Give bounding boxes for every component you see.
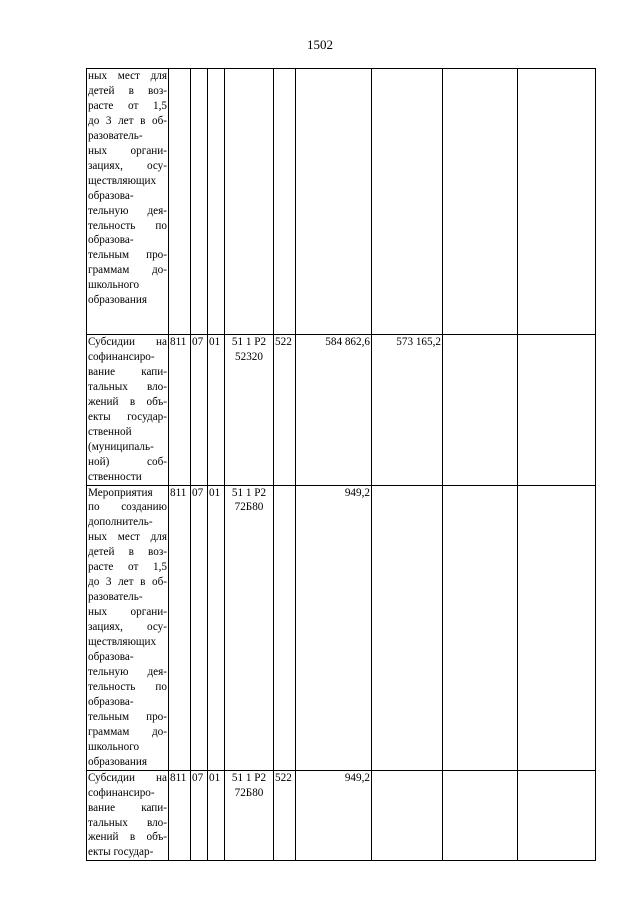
item-name-line: тельным про-	[88, 710, 167, 723]
cell-amount-3	[443, 69, 518, 335]
page-number: 1502	[307, 37, 333, 52]
cell-subsection: 01	[208, 770, 225, 861]
cell-subsection: 01	[208, 485, 225, 770]
cell-amount-3	[443, 335, 518, 486]
cell-amount-2: 573 165,2	[372, 335, 443, 486]
cell-item-name	[87, 485, 169, 770]
item-name-line: детей в воз-	[88, 84, 167, 97]
target-article-line: 52320	[235, 350, 263, 363]
cell-target-article	[225, 335, 274, 486]
item-name-line: дополнитель-	[88, 516, 153, 529]
cell-grbs: 811	[169, 335, 191, 486]
item-name-line: ственности	[88, 470, 142, 483]
item-name-line: образова-	[88, 234, 134, 247]
item-name-line: разователь-	[88, 591, 143, 604]
item-name-line: расте от 1,5	[88, 99, 167, 112]
cell-amount-1: 949,2	[296, 485, 372, 770]
item-name-line: образова-	[88, 189, 134, 202]
cell-amount-2	[372, 485, 443, 770]
item-name-line: граммам до-	[88, 264, 167, 277]
item-name-line: ных органи-	[88, 606, 167, 619]
cell-amount-1	[296, 69, 372, 335]
item-name-line: до 3 лет в об-	[88, 114, 167, 127]
cell-amount-4	[518, 485, 596, 770]
cell-expense-type	[274, 69, 296, 335]
table-body	[87, 69, 596, 861]
table-row	[87, 485, 596, 770]
item-name-line: Субсидии на	[88, 771, 167, 784]
item-name-line: ной) соб-	[88, 455, 167, 468]
item-name-line: тельным про-	[88, 249, 167, 262]
item-name-line: софинансиро-	[88, 786, 155, 799]
table-row	[87, 335, 596, 486]
cell-subsection: 01	[208, 335, 225, 486]
cell-section: 07	[191, 335, 208, 486]
cell-grbs	[169, 69, 191, 335]
item-name-line: тельность по	[88, 680, 167, 693]
item-name-line: тельность по	[88, 219, 167, 232]
cell-amount-3	[443, 485, 518, 770]
item-name-line: екты государ-	[88, 410, 167, 423]
item-name-line: вание капи-	[88, 801, 167, 814]
item-name-line: образова-	[88, 651, 134, 664]
item-name-line: расте от 1,5	[88, 561, 167, 574]
item-name-line: образова-	[88, 695, 134, 708]
cell-amount-3	[443, 770, 518, 861]
table-row	[87, 69, 596, 335]
item-name-line: ществляющих	[88, 636, 157, 649]
target-article-line: 51 1 P2	[231, 771, 267, 784]
cell-amount-4	[518, 770, 596, 861]
cell-target-article	[225, 485, 274, 770]
table-row	[87, 770, 596, 861]
cell-grbs: 811	[169, 770, 191, 861]
item-name-line: ных мест для	[88, 70, 167, 82]
target-article-line: 72Б80	[234, 501, 264, 514]
item-name-line: по созданию	[88, 501, 167, 514]
item-name-line: разователь-	[88, 129, 143, 142]
cell-expense-type	[274, 485, 296, 770]
item-name-line: ственной	[88, 425, 132, 438]
item-name-line: Субсидии на	[88, 336, 167, 348]
item-name-line: детей в воз-	[88, 546, 167, 559]
cell-amount-4	[518, 69, 596, 335]
cell-item-name	[87, 69, 169, 335]
item-name-line: граммам до-	[88, 725, 167, 738]
item-name-line: екты государ-	[88, 846, 154, 859]
item-name-line: образования	[88, 294, 148, 307]
item-name-line: школьного	[88, 279, 140, 292]
item-name-line: Мероприятия	[88, 486, 153, 499]
item-name-line: тальных вло-	[88, 816, 167, 829]
item-name-line: софинансиро-	[88, 350, 155, 363]
cell-section: 07	[191, 770, 208, 861]
item-name-line: зациях, осу-	[88, 159, 167, 172]
item-name-line: ных мест для	[88, 531, 167, 544]
item-name-line: образования	[88, 755, 148, 768]
item-name-line: тальных вло-	[88, 380, 167, 393]
cell-amount-2	[372, 69, 443, 335]
cell-amount-1: 949,2	[296, 770, 372, 861]
item-name-line: зациях, осу-	[88, 621, 167, 634]
cell-item-name	[87, 770, 169, 861]
target-article-line: 51 1 P2	[231, 336, 267, 348]
item-name-line: вание капи-	[88, 365, 167, 378]
item-name-line: тельную дея-	[88, 204, 167, 217]
budget-table	[86, 68, 596, 861]
item-name-line: (муниципаль-	[88, 440, 154, 453]
cell-section	[191, 69, 208, 335]
target-article-line: 72Б80	[234, 786, 264, 799]
item-name-line: жений в объ-	[88, 831, 167, 844]
item-name-line: ных органи-	[88, 144, 167, 157]
target-article-line: 51 1 P2	[231, 486, 267, 499]
item-name-line: ществляющих	[88, 174, 157, 187]
item-name-line: тельную дея-	[88, 665, 167, 678]
cell-grbs: 811	[169, 485, 191, 770]
item-name-line: до 3 лет в об-	[88, 576, 167, 589]
cell-expense-type: 522	[274, 335, 296, 486]
cell-amount-1: 584 862,6	[296, 335, 372, 486]
item-name-line: жений в объ-	[88, 395, 167, 408]
cell-amount-2	[372, 770, 443, 861]
cell-amount-4	[518, 335, 596, 486]
cell-expense-type: 522	[274, 770, 296, 861]
cell-item-name	[87, 335, 169, 486]
cell-subsection	[208, 69, 225, 335]
cell-target-article	[225, 770, 274, 861]
cell-section: 07	[191, 485, 208, 770]
item-name-line: школьного	[88, 740, 140, 753]
cell-target-article	[225, 69, 274, 335]
